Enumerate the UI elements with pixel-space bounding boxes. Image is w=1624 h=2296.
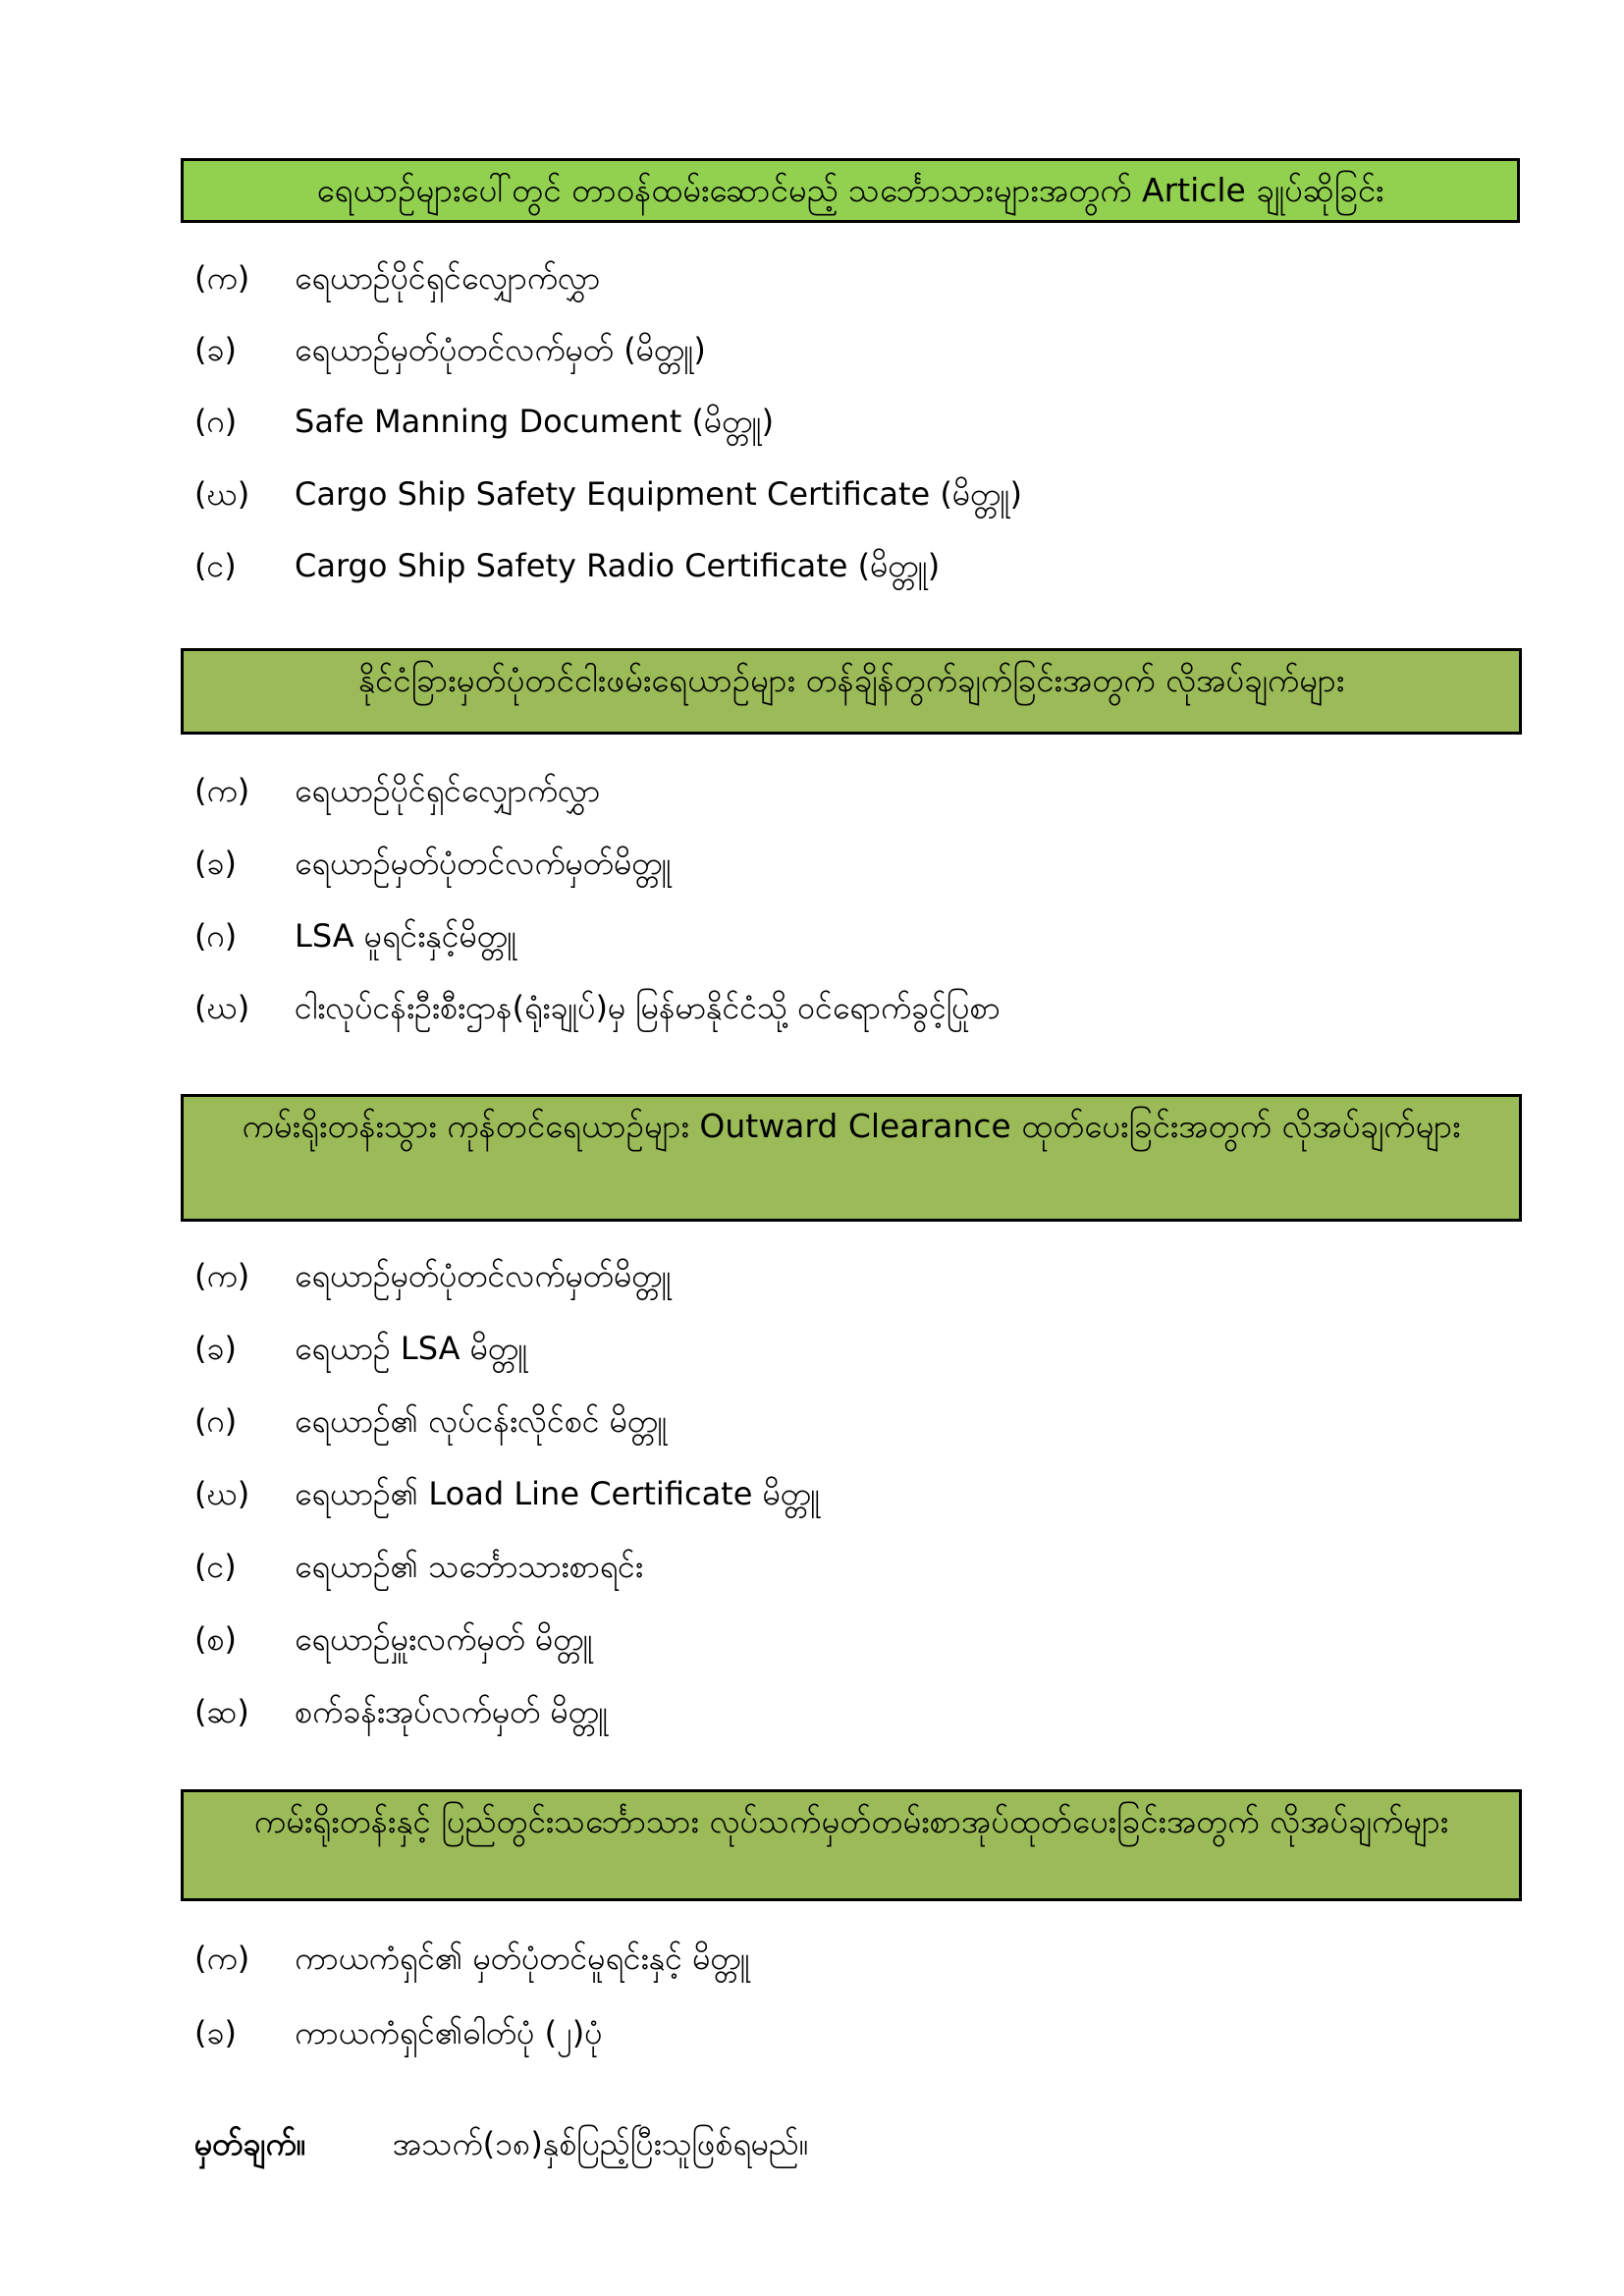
item-marker: (ဂ) xyxy=(194,1402,238,1440)
item-marker: (ဃ) xyxy=(194,475,250,513)
list-item xyxy=(194,1543,643,1596)
list-item xyxy=(194,542,940,595)
list-item xyxy=(194,912,516,965)
item-marker: (ခ) xyxy=(194,331,237,368)
section-4-title: ကမ်းရိုးတန်းနှင့် ပြည်တွင်းသင်္ဘောသား လုပ်သက်မှတ်တမ်းစာအုပ်ထုတ်ပေးခြင်းအတွက် လိုအပ်ချက်များ xyxy=(253,1802,1449,1840)
section-1-header xyxy=(181,158,1520,223)
item-marker: (ခ) xyxy=(194,845,237,882)
section-3-header xyxy=(181,1094,1522,1222)
list-item xyxy=(194,398,774,451)
item-text: ရေယာဉ်ပိုင်ရှင်လျှောက်လွှာ xyxy=(295,259,601,297)
list-item xyxy=(194,1688,608,1741)
list-item xyxy=(194,1935,750,1988)
note-text: အသက်(၁၈)နှစ်ပြည့်ပြီးသူဖြစ်ရမည်။ xyxy=(393,2125,809,2162)
item-marker: (ဆ) xyxy=(194,1693,249,1730)
item-marker: (ဂ) xyxy=(194,403,238,440)
item-marker: (က) xyxy=(194,259,250,297)
list-item xyxy=(194,1615,593,1668)
item-text: Cargo Ship Safety Radio Certificate (မိတ္တူ) xyxy=(295,547,941,584)
item-text: ရေယာဉ်ပိုင်ရှင်လျှောက်လွှာ xyxy=(295,772,601,809)
list-item xyxy=(194,1470,820,1523)
item-text: ရေယာဉ်မှတ်ပုံတင်လက်မှတ်မိတ္တူ xyxy=(295,845,672,882)
item-text: Cargo Ship Safety Equipment Certificate (မိတ္တူ) xyxy=(295,475,1022,513)
list-item xyxy=(194,1325,527,1378)
item-marker: (က) xyxy=(194,1257,250,1294)
section-2-header xyxy=(181,648,1522,735)
list-item xyxy=(194,767,600,820)
item-marker: (က) xyxy=(194,1940,250,1977)
item-marker: (ခ) xyxy=(194,2014,237,2051)
list-item xyxy=(194,2009,603,2062)
item-text: ကာယကံရှင်၏ဓါတ်ပုံ (၂)ပုံ xyxy=(295,2014,603,2051)
item-text: ရေယာဉ်မှူးလက်မှတ် မိတ္တူ xyxy=(295,1620,593,1658)
item-text: Safe Manning Document (မိတ္တူ) xyxy=(295,403,775,440)
item-text: ကာယကံရှင်၏ မှတ်ပုံတင်မူရင်းနှင့် မိတ္တူ xyxy=(295,1940,750,1977)
item-marker: (ဂ) xyxy=(194,917,238,955)
item-text: ရေယာဉ်မှတ်ပုံတင်လက်မှတ် (မိတ္တူ) xyxy=(295,331,706,368)
list-item xyxy=(194,470,1022,523)
item-marker: (ခ) xyxy=(194,1330,237,1367)
note xyxy=(194,2119,809,2174)
list-item xyxy=(194,326,706,379)
item-marker: (ဃ) xyxy=(194,989,250,1026)
item-marker: (စ) xyxy=(194,1620,237,1658)
item-marker: (ဃ) xyxy=(194,1475,250,1512)
section-4-header xyxy=(181,1789,1522,1901)
item-text: ရေယာဉ်၏ Load Line Certificate မိတ္တူ xyxy=(295,1475,821,1512)
list-item xyxy=(194,984,1001,1037)
list-item xyxy=(194,1397,667,1450)
item-text: စက်ခန်းအုပ်လက်မှတ် မိတ္တူ xyxy=(295,1693,609,1730)
item-text: ရေယာဉ်မှတ်ပုံတင်လက်မှတ်မိတ္တူ xyxy=(295,1257,672,1294)
item-text: LSA မူရင်းနှင့်မိတ္တူ xyxy=(295,917,517,955)
section-3-title: ကမ်းရိုးတန်းသွား ကုန်တင်ရေယာဉ်များ Outward Clearance ထုတ်ပေးခြင်းအတွက် လိုအပ်ချက်များ xyxy=(242,1107,1461,1145)
section-1-title: ရေယာဉ်များပေါ်တွင် တာဝန်ထမ်းဆောင်မည့် သင်္ဘောသားများအတွက် Article ချုပ်ဆိုခြင်း xyxy=(316,171,1384,209)
item-text: ငါးလုပ်ငန်းဦးစီးဌာန(ရုံးချုပ်)မှ မြန်မာနိုင်ငံသို့ ဝင်ရောက်ခွင့်ပြုစာ xyxy=(295,989,1001,1026)
item-marker: (င) xyxy=(194,1548,237,1585)
item-text: ရေယာဉ်၏ လုပ်ငန်းလိုင်စင် မိတ္တူ xyxy=(295,1402,668,1440)
list-item xyxy=(194,840,672,893)
section-2-title: နိုင်ငံခြားမှတ်ပုံတင်ငါးဖမ်းရေယာဉ်များ တန်ချိန်တွက်ချက်ခြင်းအတွက် လိုအပ်ချက်များ xyxy=(357,661,1345,699)
list-item xyxy=(194,254,600,307)
note-label: မှတ်ချက်။ xyxy=(194,2125,306,2162)
list-item xyxy=(194,1252,672,1305)
item-marker: (င) xyxy=(194,547,237,584)
item-text: ရေယာဉ် LSA မိတ္တူ xyxy=(295,1330,528,1367)
item-marker: (က) xyxy=(194,772,250,809)
item-text: ရေယာဉ်၏ သင်္ဘောသားစာရင်း xyxy=(295,1548,644,1585)
